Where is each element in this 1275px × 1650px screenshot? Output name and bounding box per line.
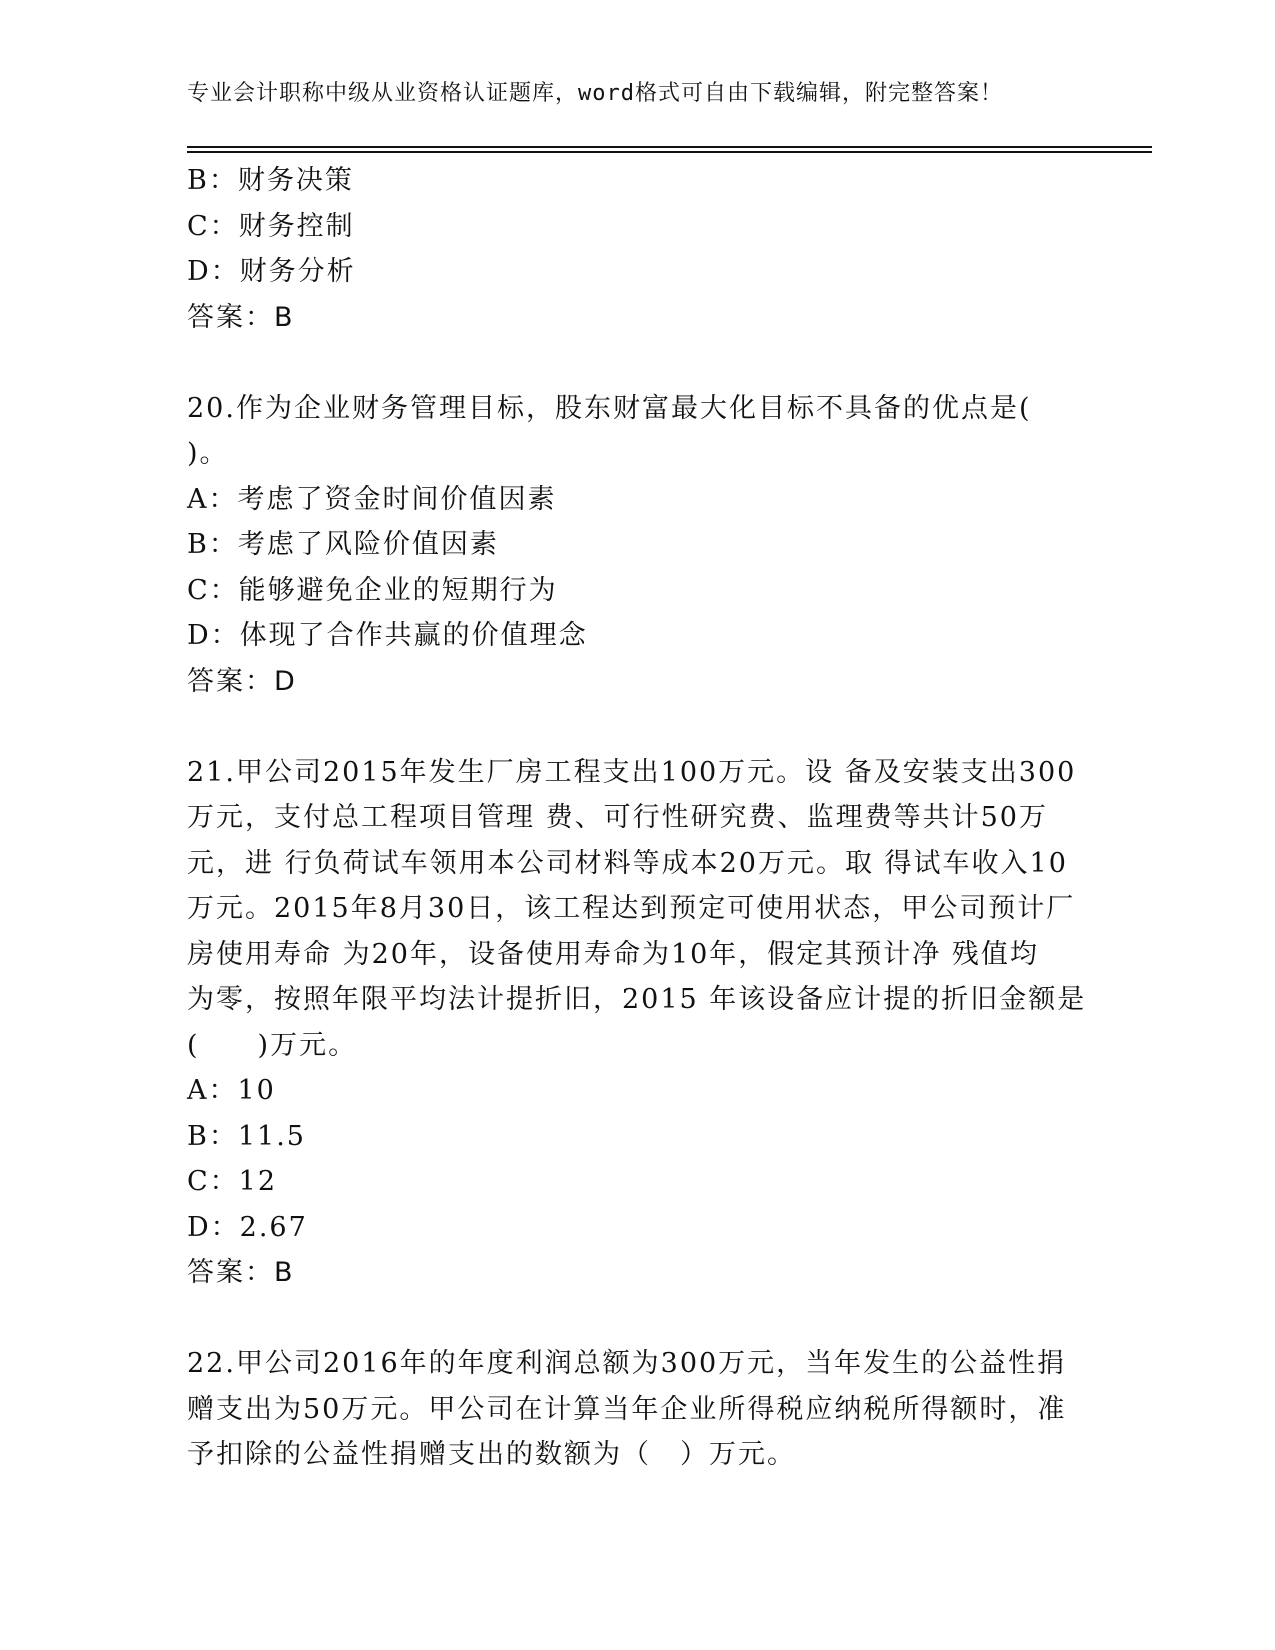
- answer: 答案：B: [187, 1257, 295, 1288]
- question-stem-line: 万元。2015年8月30日，该工程达到预定可使用状态，甲公司预计厂: [187, 893, 1076, 924]
- question-stem-line: 为零，按照年限平均法计提折旧，2015 年该设备应计提的折旧金额是: [187, 984, 1087, 1015]
- question-stem-line: 予扣除的公益性捐赠支出的数额为（ ）万元。: [187, 1439, 796, 1470]
- option-d: D：体现了合作共赢的价值理念: [187, 620, 588, 651]
- header-rule-bottom: [187, 151, 1152, 153]
- question-stem-line: 22.甲公司2016年的年度利润总额为300万元，当年发生的公益性捐: [187, 1348, 1067, 1379]
- question-stem-line: 21.甲公司2015年发生厂房工程支出100万元。设 备及安装支出300: [187, 756, 1077, 788]
- answer: 答案：B: [187, 301, 295, 333]
- question-stem-line: 万元，支付总工程项目管理 费、可行性研究费、监理费等共计50万: [187, 802, 1048, 833]
- spacer: [187, 1296, 1092, 1342]
- answer: 答案：D: [187, 665, 297, 697]
- option-b: B：考虑了风险价值因素: [187, 529, 499, 560]
- question-19-tail: [187, 158, 1092, 340]
- option-d: D：财务分析: [187, 256, 356, 287]
- question-20: [187, 386, 1092, 705]
- question-stem-line: ( )万元。: [187, 1029, 358, 1061]
- option-c: C：12: [187, 1166, 278, 1197]
- option-c: C：能够避免企业的短期行为: [187, 574, 558, 606]
- option-c: C：财务控制: [187, 210, 355, 242]
- option-b: B：财务决策: [187, 165, 354, 196]
- question-22: [187, 1341, 1092, 1478]
- question-stem-line: 元，进 行负荷试车领用本公司材料等成本20万元。取 得试车收入10: [187, 847, 1068, 879]
- page-header: 专业会计职称中级从业资格认证题库，word格式可自由下载编辑，附完整答案！: [187, 81, 1003, 106]
- option-b: B：11.5: [187, 1120, 306, 1152]
- question-stem-line: 20.作为企业财务管理目标，股东财富最大化目标不具备的优点是(: [187, 392, 1032, 424]
- question-stem-line: 房使用寿命 为20年，设备使用寿命为10年，假定其预计净 残值均: [187, 938, 1039, 970]
- spacer: [187, 704, 1092, 750]
- question-content: [187, 158, 1092, 1478]
- header-rule-top: [187, 146, 1152, 148]
- question-21: [187, 750, 1092, 1296]
- spacer: [187, 340, 1092, 386]
- question-stem-line: 赠支出为50万元。甲公司在计算当年企业所得税应纳税所得额时，准: [187, 1393, 1067, 1425]
- question-stem-line: )。: [187, 438, 229, 469]
- option-a: A：10: [187, 1075, 276, 1106]
- option-d: D：2.67: [187, 1211, 308, 1243]
- option-a: A：考虑了资金时间价值因素: [187, 483, 557, 515]
